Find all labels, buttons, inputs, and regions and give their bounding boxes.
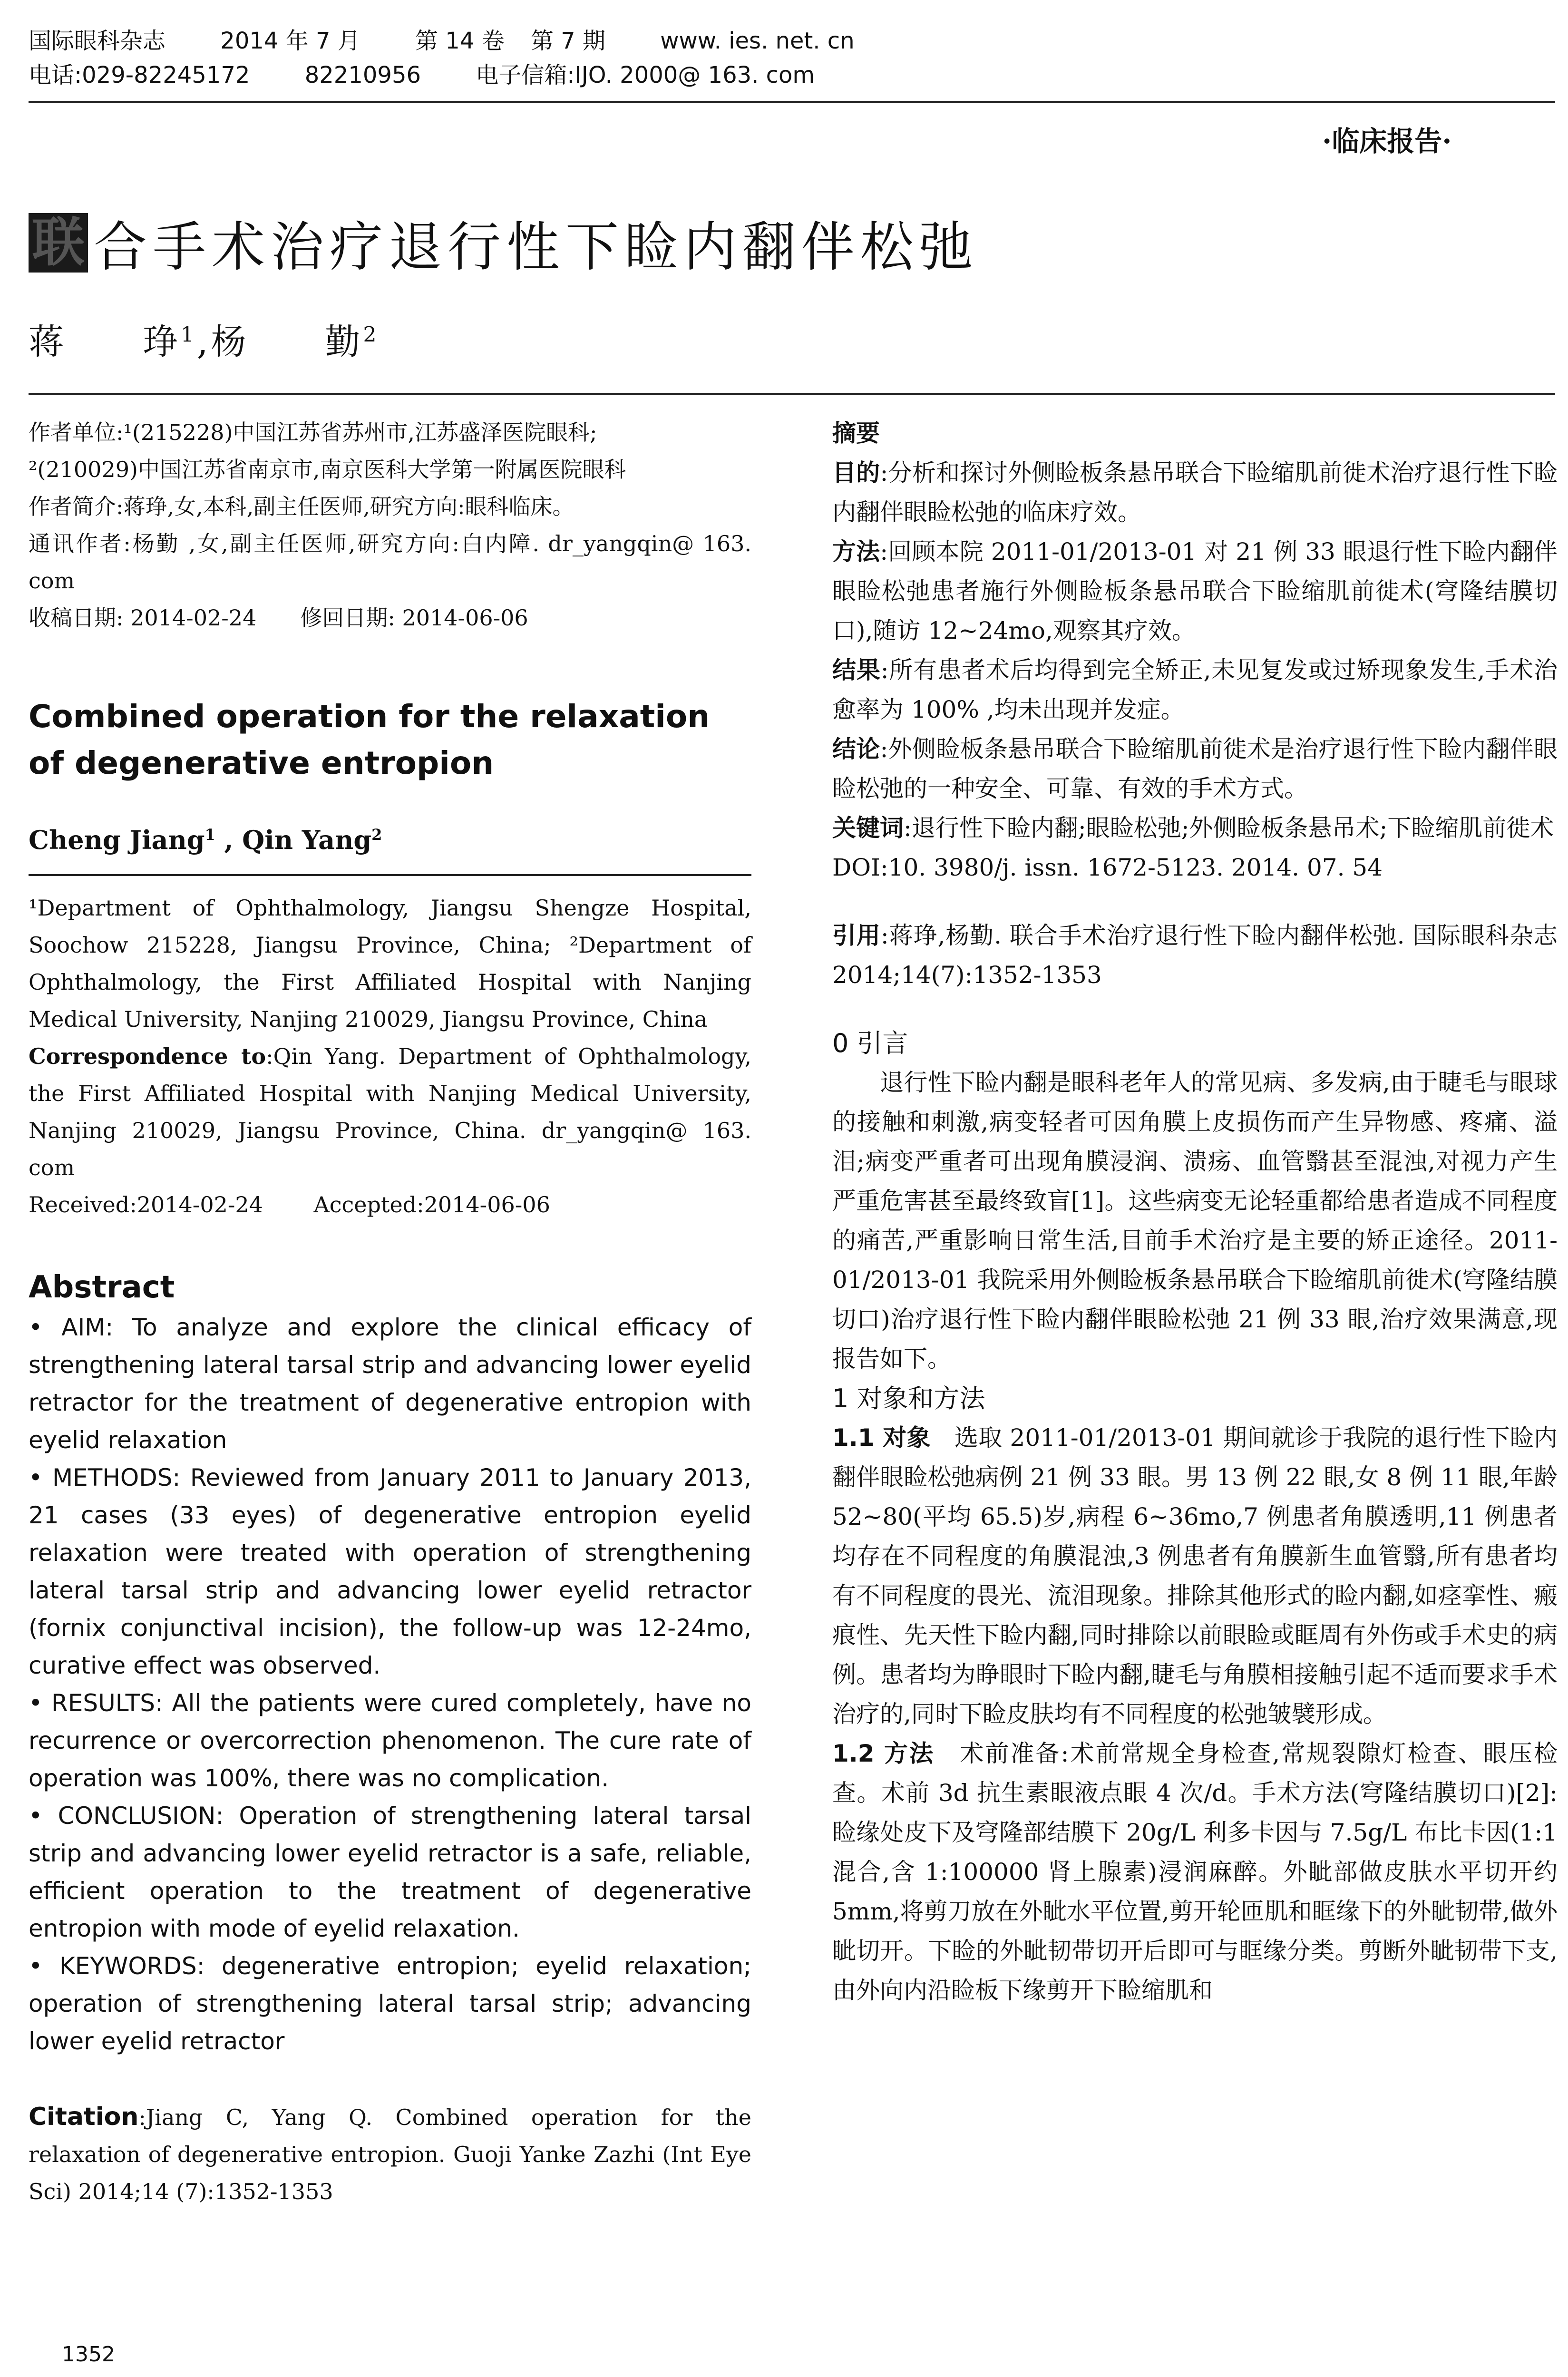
- issue-number: 第 7 期: [530, 28, 605, 54]
- cn-citation-text: :蒋琤,杨勤. 联合手术治疗退行性下睑内翻伴松弛. 国际眼科杂志 2014;14(7):1352-1353: [832, 922, 1558, 989]
- section-1-2-text: 术前准备:术前常规全身检查,常规裂隙灯检查、眼压检查。术前 3d 抗生素眼液点眼 4 次/d。手术方法(穹隆结膜切口)[2]:睑缘处皮下及穹隆部结膜下 20g/L 利多卡因与 7.5g/L 布比卡因(1:1 混合,含 1:100000 肾上腺素)浸润麻醉。外眦部做皮肤水平切开约 5mm,将剪刀放在外眦水平位置,剪开轮匝肌和眶缘下的外眦韧带,做外眦切开。下睑的外眦韧带切开后即可与眶缘分类。剪断外眦韧带下支,由外向内沿睑板下缘剪开下睑缩肌和: [832, 1740, 1558, 2004]
- section-1-2-label: 1.2 方法: [832, 1740, 935, 1767]
- method-text: :回顾本院 2011-01/2013-01 对 21 例 33 眼退行性下睑内翻伴眼睑松弛患者施行外侧睑板条悬吊联合下睑缩肌前徙术(穹隆结膜切口),随访 12~24mo,观察其疗效。: [832, 538, 1558, 644]
- conclusion-label: 结论: [832, 735, 880, 763]
- intro-text: 退行性下睑内翻是眼科老年人的常见病、多发病,由于睫毛与眼球的接触和刺激,病变轻者可因角膜上皮损伤而产生异物感、疼痛、溢泪;病变严重者可出现角膜浸润、溃疡、血管翳甚至混浊,对视力产生严重危害甚至最终致盲[1]。这些病变无论轻重都给患者造成不同程度的痛苦,严重影响日常生活,目前手术治疗是主要的矫正途径。2011-01/2013-01 我院采用外侧睑板条悬吊联合下睑缩肌前徙术(穹隆结膜切口)治疗退行性下睑内翻伴眼睑松弛 21 例 33 眼,治疗效果满意,现报告如下。: [832, 1069, 1558, 1373]
- method-label: 方法: [832, 538, 880, 565]
- en-author-1: Cheng Jiang: [29, 825, 205, 855]
- purpose-text: :分析和探讨外侧睑板条悬吊联合下睑缩肌前徙术治疗退行性下睑内翻伴眼睑松弛的临床疗效。: [832, 459, 1558, 526]
- title-text: 合手术治疗退行性下睑内翻伴松弛: [94, 216, 978, 278]
- phone-2: 82210956: [304, 62, 421, 88]
- keywords-label: 关键词: [832, 814, 904, 842]
- authors-cn: [29, 314, 380, 364]
- abstract-heading: Abstract: [29, 1270, 175, 1305]
- english-correspondence: [29, 1038, 751, 1186]
- correspondence-text: :Qin Yang. Department of Ophthalmology, the First Affiliated Hospital with Nanjing Medical University, Nanjing 210029, Jiangsu Province, China. dr_yangqin@ 163. com: [29, 1043, 751, 1180]
- keywords-text: :退行性下睑内翻;眼睑松弛;外侧睑板条悬吊术;下睑缩肌前徙术: [904, 814, 1554, 842]
- header-line-2: [29, 58, 1565, 92]
- authors-rule: [29, 393, 1555, 395]
- author-sep: ,: [197, 321, 211, 362]
- author-bio: 作者简介:蒋琤,女,本科,副主任医师,研究方向:眼科临床。: [29, 494, 575, 519]
- abstract-conclusion: • CONCLUSION: Operation of strengthening lateral tarsal strip and advancing lower eyelid retractor is a safe, reliable, efficient operation to the treatment of degenerative entropion with mode of eyelid relaxation.: [29, 1802, 751, 1942]
- result-label: 结果: [832, 656, 881, 684]
- english-authors: [29, 825, 751, 855]
- abstract-results: • RESULTS: All the patients were cured completely, have no recurrence or overcorrection phenomenon. The cure rate of operation was 100%, there was no complication.: [29, 1689, 751, 1792]
- author-2: 杨 勤: [211, 321, 363, 362]
- journal-header: [29, 24, 1565, 92]
- purpose-label: 目的: [832, 459, 880, 487]
- issue-date: 2014 年 7 月: [220, 28, 360, 54]
- author-1: 蒋 琤: [29, 321, 181, 362]
- header-rule: [29, 101, 1555, 103]
- section-label: ·临床报告·: [1322, 125, 1452, 157]
- volume: 第 14 卷: [415, 28, 505, 54]
- cn-citation: [832, 916, 1558, 995]
- en-author-2-sup: 2: [371, 826, 382, 844]
- website: www. ies. net. cn: [660, 28, 855, 54]
- section-1-heading: 1 对象和方法: [832, 1383, 985, 1413]
- corresponding-author: 通讯作者:杨勤 ,女,副主任医师,研究方向:白内障. dr_yangqin@ 163. com: [29, 531, 751, 594]
- citation-label: Citation: [29, 2103, 139, 2131]
- en-author-2: Qin Yang: [242, 825, 372, 855]
- english-dates: Received:2014-02-24 Accepted:2014-06-06: [29, 1192, 550, 1218]
- section-1-1-text: 选取 2011-01/2013-01 期间就诊于我院的退行性下睑内翻伴眼睑松弛病例 21 例 33 眼。男 13 例 22 眼,女 8 例 11 眼,年龄 52~80(平均 65.5)岁,病程 6~36mo,7 例患者角膜透明,11 例患者均存在不同程度的角膜混浊,3 例患者有角膜新生血管翳,所有患者均有不同程度的畏光、流泪现象。排除其他形式的睑内翻,如痉挛性、瘢痕性、先天性下睑内翻,同时排除以前眼睑或眶周有外伤或手术史的病例。患者均为睁眼时下睑内翻,睫毛与角膜相接触引起不适而要求手术治疗的,同时下睑皮肤均有不同程度的松弛皱襞形成。: [832, 1424, 1558, 1728]
- citation: [29, 2098, 751, 2210]
- abstract-aim: • AIM: To analyze and explore the clinical efficacy of strengthening lateral tarsal strip and advancing lower eyelid retractor for the treatment of degenerative entropion with eyelid relaxation: [29, 1314, 751, 1454]
- dates: 收稿日期: 2014-02-24 修回日期: 2014-06-06: [29, 605, 528, 631]
- title-highlight-char: 联: [29, 213, 88, 273]
- cn-keywords: [832, 809, 1558, 848]
- phone: 电话:029-82245172: [29, 62, 250, 88]
- left-column: [29, 414, 751, 2210]
- affiliation-2: ²(210029)中国江苏省南京市,南京医科大学第一附属医院眼科: [29, 457, 626, 482]
- doi: DOI:10. 3980/j. issn. 1672-5123. 2014. 07. 54: [832, 854, 1383, 881]
- abstract-keywords: • KEYWORDS: degenerative entropion; eyelid relaxation; operation of strengthening lateral tarsal strip; advancing lower eyelid retractor: [29, 1952, 751, 2055]
- english-title: Combined operation for the relaxation of degenerative entropion: [29, 698, 710, 781]
- cn-result: [832, 651, 1558, 730]
- section-1-2: [832, 1734, 1558, 2010]
- author-2-sup: 2: [363, 322, 380, 347]
- journal-name: 国际眼科杂志: [29, 28, 166, 54]
- page-number: 1352: [62, 2342, 115, 2367]
- english-affiliation: ¹Department of Ophthalmology, Jiangsu Shengze Hospital, Soochow 215228, Jiangsu Province, China; ²Department of Ophthalmology, the First Affiliated Hospital with Nanjing Medical University, Nanjing 210029, Jiangsu Province, China: [29, 895, 751, 1032]
- conclusion-text: :外侧睑板条悬吊联合下睑缩肌前徙术是治疗退行性下睑内翻伴眼睑松弛的一种安全、可靠、有效的手术方式。: [832, 735, 1558, 802]
- cn-citation-label: 引用: [832, 922, 881, 949]
- right-column: [832, 414, 1558, 2010]
- en-author-1-sup: 1: [205, 826, 215, 844]
- cn-abstract-heading: 摘要: [832, 419, 880, 447]
- correspondence-label: Correspondence to: [29, 1043, 266, 1069]
- page-title: [29, 205, 978, 281]
- section-1-1: [832, 1418, 1558, 1734]
- abstract-methods: • METHODS: Reviewed from January 2011 to January 2013, 21 cases (33 eyes) of degenerative entropion eyelid relaxation were treated with operation of strengthening lateral tarsal strip and advancing lower eyelid retractor (fornix conjunctival incision), the follow-up was 12-24mo, curative effect was observed.: [29, 1464, 751, 1679]
- en-author-sep: ,: [215, 825, 243, 855]
- result-text: :所有患者术后均得到完全矫正,未见复发或过矫现象发生,手术治愈率为 100% ,均未出现并发症。: [832, 656, 1558, 723]
- header-line-1: [29, 24, 1565, 58]
- cn-purpose: [832, 453, 1558, 532]
- intro-heading: 0 引言: [832, 1028, 908, 1058]
- author-1-sup: 1: [181, 322, 197, 347]
- cn-method: [832, 532, 1558, 651]
- email: 电子信箱:IJO. 2000@ 163. com: [476, 62, 815, 88]
- affiliation-1: 作者单位:¹(215228)中国江苏省苏州市,江苏盛泽医院眼科;: [29, 419, 597, 445]
- cn-conclusion: [832, 730, 1558, 809]
- english-authors-rule: [29, 874, 751, 876]
- section-1-1-label: 1.1 对象: [832, 1424, 931, 1452]
- citation-text: :Jiang C, Yang Q. Combined operation for the relaxation of degenerative entropion. Guoji Yanke Zazhi (Int Eye Sci) 2014;14 (7):1352-1353: [29, 2104, 751, 2204]
